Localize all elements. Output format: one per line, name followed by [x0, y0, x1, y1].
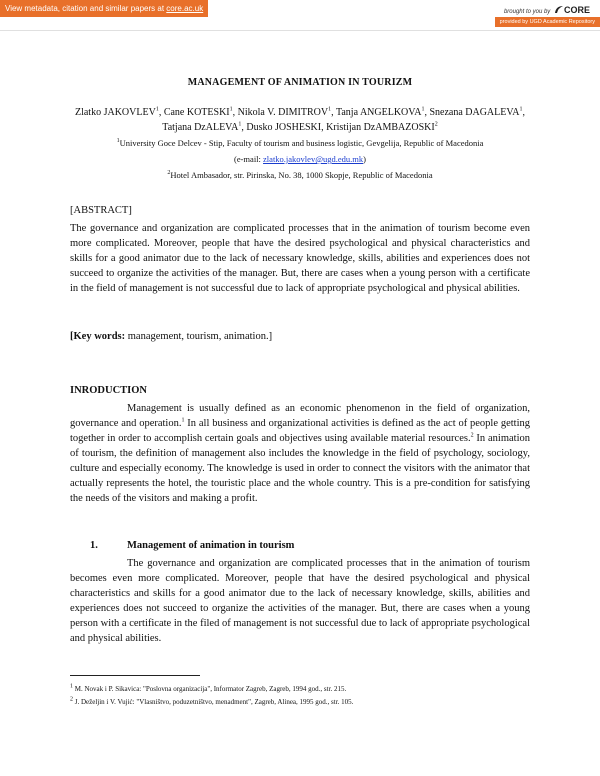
abstract-heading: [ABSTRACT]	[70, 205, 132, 216]
keywords-label: [Key words:	[70, 331, 126, 342]
affiliation-2-text: Hotel Ambasador, str. Pirinska, No. 38, 1000 Skopje, Republic of Macedonia	[170, 170, 433, 180]
brought-by	[504, 5, 590, 15]
footnote-1	[70, 684, 346, 694]
affiliation-2-marker: 2	[167, 170, 171, 177]
email-suffix: )	[363, 154, 366, 164]
section-1-heading	[90, 540, 294, 551]
core-swoosh-icon	[554, 5, 564, 14]
intro-heading: INRODUCTION	[70, 385, 148, 396]
affiliation-2	[70, 169, 530, 182]
email-prefix: (e-mail:	[234, 154, 264, 164]
footnote-2-marker: 2	[70, 696, 73, 703]
contact-email	[70, 153, 530, 166]
author-affiliation-marker: 1	[519, 106, 523, 113]
affiliation-1	[70, 137, 530, 150]
author-affiliation-marker: 1	[155, 106, 159, 113]
author-name: Kristijan DzAMBAZOSKI	[326, 122, 435, 133]
affiliation-1-text: University Goce Delcev - Stip, Faculty of tourism and business logistic, Gevgelija, Republic of Macedonia	[119, 138, 484, 148]
intro-paragraph	[70, 401, 530, 506]
keywords-text: management, tourism, animation.]	[125, 331, 273, 342]
author-affiliation-marker: 1	[229, 106, 233, 113]
footnote-divider	[70, 675, 200, 676]
footnote-ref-1: 1	[181, 417, 185, 424]
intro-text-2: In all business and organizational activities is defined as the act of people getting together in order to accomplish certain goals and objectives using available material resources.	[70, 418, 530, 444]
intro-text-3: In animation of tourism, the definition of management also includes the knowledge in the field of psychology, sociology, culture and especially economy. The knowledge is used in order to connect the visitors with the animator that actually represents the hotel, the touristic place and the whole country. This is a pre-condition for satisfying the needs of the visitors and making a profit.	[70, 433, 530, 504]
author-list: Zlatko JAKOVLEV$^1$, Cane KOTESKI$^1$, Nikola V. DIMITROV$^1$, Tanja ANGELKOVA$^1$, Snezana DAGALEVA$^1$, Tatjana DzALEVA$^1$, Dusko JOSHESKI, Kristijan DzAMBAZOSKI$^2$	[74, 106, 526, 133]
metadata-link-text: View metadata, citation and similar papers at	[5, 4, 165, 13]
paper-title: MANAGEMENT OF ANIMATION IN TOURIZM	[187, 77, 413, 88]
author-affiliation-marker: 1	[238, 121, 242, 128]
author-name: Nikola V. DIMITROV	[237, 107, 329, 118]
abstract-text: The governance and organization are complicated processes that in the animation of tourism become even more complicated. Moreover, people that have the desired psychological and physical characteristics and skills for a good animator due to the lack of necessary knowledge, skills, abilities and experiences does not succeed to organize the activities of the manager. But, there are cases when a young person with a certificate in the field of management is not successful due to lack of appropriate psychological and physical abilities.	[70, 223, 530, 294]
author-name: Tanja ANGELKOVA	[335, 107, 422, 118]
brought-by-text: brought to you by	[503, 9, 551, 15]
author-name: Dusko JOSHESKI	[246, 122, 322, 133]
section-1-title: Management of animation in tourism	[127, 540, 295, 551]
footnote-1-marker: 1	[70, 683, 73, 690]
author-name: Cane KOTESKI	[163, 107, 230, 118]
footnote-ref-2: 2	[470, 432, 474, 439]
footnote-2	[70, 697, 353, 707]
intro-text-1: Management is usually defined as an economic phenomenon in the field of organization, governance and operation.	[70, 403, 530, 429]
core-logo-text: CORE	[563, 5, 590, 15]
metadata-link[interactable]	[0, 0, 208, 17]
provided-by-link[interactable]: provided by UGD Academic Repository	[495, 17, 600, 27]
author-affiliation-marker: 1	[328, 106, 332, 113]
core-ac-uk-link[interactable]: core.ac.uk	[166, 4, 204, 13]
footnote-1-text: M. Novak i P. Sikavica: "Poslovna organizacija", Informator Zagreb, Zagreb, 1994 god., str. 215.	[73, 685, 347, 693]
core-banner	[0, 0, 600, 31]
affiliation-1-marker: 1	[116, 138, 120, 145]
section-1-number: 1.	[90, 540, 98, 551]
section-1-paragraph: The governance and organization are complicated processes that in the animation of tourism becomes even more complicated. Moreover, people that have the desired psychological and physical characteristics and skills for a good animator due to the lack of necessary knowledge, skills, abilities and experiences does not succeed to organize the activities of the manager. But, there are cases when a young person with a certificate in the filed of management is not successful due to lack of appropriate psychological and physical abilities.	[70, 558, 530, 644]
author-affiliation-marker: 2	[434, 121, 438, 128]
core-logo[interactable]	[554, 5, 590, 15]
author-affiliation-marker: 1	[421, 106, 425, 113]
author-name: Snezana DAGALEVA	[429, 107, 520, 118]
footnote-2-text: J. Deželjin i V. Vujić: "Vlasništvo, poduzetništvo, menadment", Zagreb, Alinea, 1995 god., str. 105.	[73, 698, 354, 706]
email-link[interactable]: zlatko.jakovlev@ugd.edu.mk	[263, 154, 364, 164]
author-name: Tatjana DzALEVA	[162, 122, 239, 133]
keywords	[70, 331, 272, 342]
author-name: Zlatko JAKOVLEV	[74, 107, 156, 118]
